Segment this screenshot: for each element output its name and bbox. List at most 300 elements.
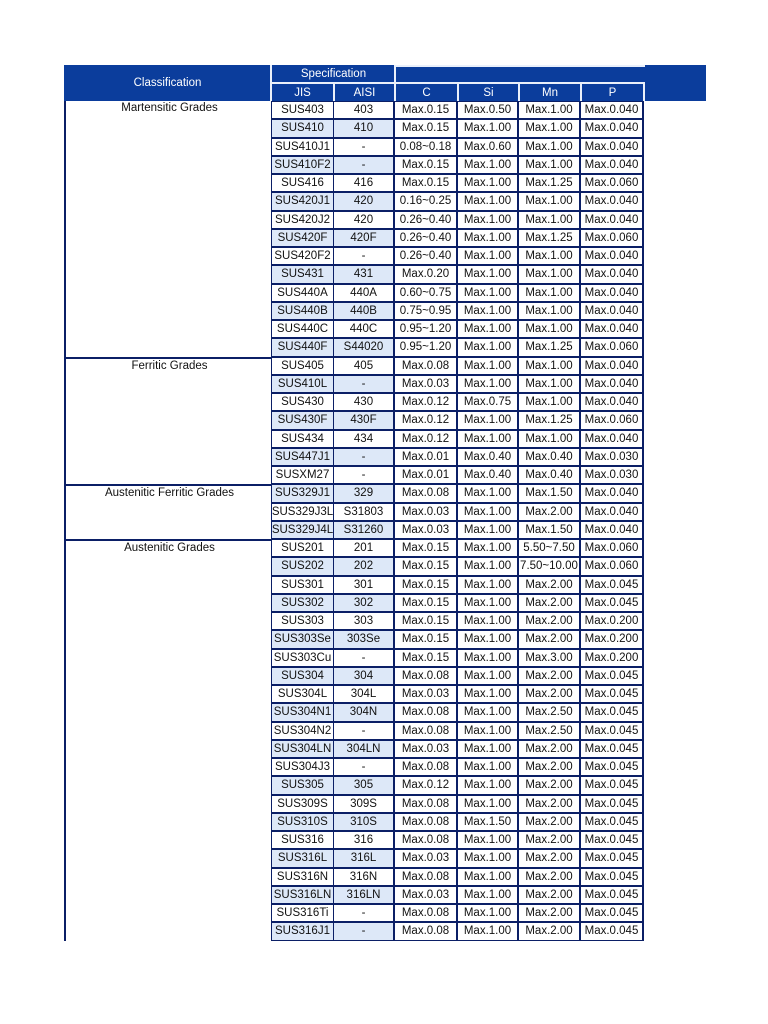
cell-aisi: 305 (334, 777, 393, 793)
cell-silicon: Max.1.00 (458, 431, 517, 447)
cell-aisi: 301 (334, 577, 393, 593)
cell-phosphorus: Max.0.045 (581, 686, 642, 702)
cell-phosphorus: Max.0.040 (581, 303, 642, 319)
cell-silicon: Max.0.60 (458, 139, 517, 155)
cell-silicon: Max.1.00 (458, 248, 517, 264)
classification-header: Classification (133, 77, 202, 89)
cell-phosphorus: Max.0.045 (581, 832, 642, 848)
cell-carbon: Max.0.12 (395, 777, 456, 793)
cell-aisi: - (334, 923, 393, 939)
cell-carbon: Max.0.20 (395, 266, 456, 282)
cell-silicon: Max.1.00 (458, 230, 517, 246)
cell-jis: SUS310S (272, 814, 333, 830)
cell-aisi: 416 (334, 175, 393, 191)
cell-jis: SUS304 (272, 668, 333, 684)
cell-aisi: 316LN (334, 887, 393, 903)
cell-phosphorus: Max.0.040 (581, 139, 642, 155)
cell-jis: SUS329J4L (272, 522, 333, 538)
table-row (271, 338, 644, 356)
table-row (271, 521, 644, 539)
cell-jis: SUS410F2 (272, 157, 333, 173)
cell-carbon: 0.26~0.40 (395, 230, 456, 246)
cell-silicon: Max.1.00 (458, 887, 517, 903)
table-row (271, 320, 644, 338)
cell-phosphorus: Max.0.040 (581, 193, 642, 209)
cell-carbon: 0.26~0.40 (395, 248, 456, 264)
cell-manganese: Max.2.00 (519, 869, 579, 885)
cell-phosphorus: Max.0.040 (581, 376, 642, 392)
cell-jis: SUS303 (272, 613, 333, 629)
table-row (271, 375, 644, 393)
cell-phosphorus: Max.0.060 (581, 339, 642, 355)
cell-carbon: 0.08~0.18 (395, 139, 456, 155)
cell-manganese: Max.2.50 (519, 723, 579, 739)
table-row (271, 557, 644, 575)
table-row (271, 831, 644, 849)
cell-silicon: Max.1.00 (458, 723, 517, 739)
cell-silicon: Max.1.00 (458, 120, 517, 136)
cell-manganese: Max.1.25 (519, 412, 579, 428)
cell-silicon: Max.1.00 (458, 650, 517, 666)
cell-manganese: Max.1.00 (519, 193, 579, 209)
cell-phosphorus: Max.0.060 (581, 412, 642, 428)
table-row (271, 703, 644, 721)
cell-carbon: Max.0.03 (395, 504, 456, 520)
cell-silicon: Max.1.00 (458, 631, 517, 647)
cell-silicon: Max.1.00 (458, 923, 517, 939)
cell-carbon: Max.0.15 (395, 631, 456, 647)
cell-silicon: Max.1.00 (458, 577, 517, 593)
cell-jis: SUS301 (272, 577, 333, 593)
cell-silicon: Max.0.40 (458, 467, 517, 483)
table-row (271, 612, 644, 630)
cell-silicon: Max.1.00 (458, 339, 517, 355)
cell-phosphorus: Max.0.040 (581, 321, 642, 337)
cell-silicon: Max.1.00 (458, 358, 517, 374)
cell-manganese: Max.2.00 (519, 595, 579, 611)
cell-carbon: Max.0.15 (395, 120, 456, 136)
cell-manganese: Max.2.00 (519, 923, 579, 939)
cell-jis: SUS447J1 (272, 449, 333, 465)
cell-carbon: Max.0.01 (395, 467, 456, 483)
col-header-aisi: AISI (353, 86, 376, 99)
cell-silicon: Max.1.00 (458, 412, 517, 428)
col-header-jis: JIS (294, 86, 311, 99)
cell-aisi: S44020 (334, 339, 393, 355)
cell-phosphorus: Max.0.045 (581, 869, 642, 885)
table-row (271, 393, 644, 411)
cell-silicon: Max.1.00 (458, 668, 517, 684)
cell-silicon: Max.1.00 (458, 321, 517, 337)
cell-phosphorus: Max.0.040 (581, 358, 642, 374)
table-row (271, 630, 644, 648)
cell-manganese: Max.1.00 (519, 321, 579, 337)
cell-phosphorus: Max.0.040 (581, 285, 642, 301)
cell-jis: SUS316J1 (272, 923, 333, 939)
cell-phosphorus: Max.0.040 (581, 248, 642, 264)
cell-phosphorus: Max.0.040 (581, 485, 642, 501)
table-row (271, 265, 644, 283)
cell-phosphorus: Max.0.040 (581, 522, 642, 538)
cell-carbon: Max.0.03 (395, 850, 456, 866)
cell-jis: SUS440F (272, 339, 333, 355)
cell-jis: SUS304LN (272, 741, 333, 757)
cell-carbon: Max.0.15 (395, 577, 456, 593)
cell-silicon: Max.1.00 (458, 869, 517, 885)
table-row (271, 229, 644, 247)
cell-aisi: 420F (334, 230, 393, 246)
table-row (271, 722, 644, 740)
cell-carbon: Max.0.08 (395, 704, 456, 720)
cell-carbon: 0.60~0.75 (395, 285, 456, 301)
cell-carbon: Max.0.15 (395, 540, 456, 556)
cell-aisi: 440A (334, 285, 393, 301)
cell-jis: SUSXM27 (272, 467, 333, 483)
cell-jis: SUS304J3 (272, 759, 333, 775)
table-row (271, 192, 644, 210)
table-row (271, 174, 644, 192)
cell-carbon: Max.0.03 (395, 686, 456, 702)
cell-aisi: - (334, 157, 393, 173)
cell-phosphorus: Max.0.060 (581, 558, 642, 574)
cell-carbon: 0.95~1.20 (395, 321, 456, 337)
col-header-p: P (608, 86, 617, 99)
cell-manganese: 7.50~10.00 (519, 558, 579, 574)
cell-phosphorus: Max.0.045 (581, 850, 642, 866)
cell-silicon: Max.1.00 (458, 485, 517, 501)
table-row (271, 849, 644, 867)
cell-jis: SUS420J1 (272, 193, 333, 209)
cell-aisi: 430 (334, 394, 393, 410)
cell-manganese: Max.1.00 (519, 266, 579, 282)
cell-jis: SUS201 (272, 540, 333, 556)
cell-jis: SUS316N (272, 869, 333, 885)
cell-manganese: Max.2.00 (519, 777, 579, 793)
cell-carbon: Max.0.03 (395, 741, 456, 757)
cell-aisi: - (334, 139, 393, 155)
cell-manganese: Max.2.00 (519, 850, 579, 866)
cell-manganese: Max.1.00 (519, 303, 579, 319)
cell-silicon: Max.1.00 (458, 266, 517, 282)
cell-manganese: Max.2.00 (519, 613, 579, 629)
cell-manganese: 5.50~7.50 (519, 540, 579, 556)
cell-aisi: 316 (334, 832, 393, 848)
cell-carbon: Max.0.08 (395, 905, 456, 921)
table-row (271, 795, 644, 813)
cell-manganese: Max.2.00 (519, 887, 579, 903)
cell-phosphorus: Max.0.040 (581, 102, 642, 118)
table-row (271, 503, 644, 521)
cell-manganese: Max.1.00 (519, 394, 579, 410)
cell-manganese: Max.3.00 (519, 650, 579, 666)
cell-aisi: S31260 (334, 522, 393, 538)
cell-carbon: Max.0.12 (395, 412, 456, 428)
cell-phosphorus: Max.0.045 (581, 577, 642, 593)
cell-silicon: Max.0.50 (458, 102, 517, 118)
table-row (271, 813, 644, 831)
table-row (271, 466, 644, 484)
cell-silicon: Max.1.00 (458, 777, 517, 793)
cell-carbon: 0.95~1.20 (395, 339, 456, 355)
table-row (271, 576, 644, 594)
table-row (271, 119, 644, 137)
cell-carbon: Max.0.15 (395, 650, 456, 666)
cell-jis: SUS440A (272, 285, 333, 301)
cell-silicon: Max.1.00 (458, 558, 517, 574)
cell-silicon: Max.1.00 (458, 686, 517, 702)
cell-aisi: - (334, 905, 393, 921)
cell-aisi: 410 (334, 120, 393, 136)
cell-phosphorus: Max.0.045 (581, 923, 642, 939)
cell-silicon: Max.1.50 (458, 814, 517, 830)
cell-carbon: Max.0.03 (395, 522, 456, 538)
cell-jis: SUS403 (272, 102, 333, 118)
cell-aisi: 302 (334, 595, 393, 611)
cell-manganese: Max.2.00 (519, 905, 579, 921)
cell-phosphorus: Max.0.030 (581, 449, 642, 465)
cell-silicon: Max.1.00 (458, 759, 517, 775)
cell-jis: SUS420J2 (272, 212, 333, 228)
cell-manganese: Max.1.00 (519, 431, 579, 447)
cell-aisi: - (334, 248, 393, 264)
cell-silicon: Max.1.00 (458, 704, 517, 720)
header-divider (643, 84, 645, 101)
cell-jis: SUS309S (272, 796, 333, 812)
cell-silicon: Max.1.00 (458, 540, 517, 556)
cell-aisi: 420 (334, 193, 393, 209)
classification-group-label: Martensitic Grades (121, 102, 218, 114)
table-row (271, 484, 644, 502)
cell-silicon: Max.1.00 (458, 157, 517, 173)
cell-jis: SUS316L (272, 850, 333, 866)
classification-group-label: Austenitic Ferritic Grades (66, 484, 273, 539)
cell-phosphorus: Max.0.040 (581, 212, 642, 228)
table-row (271, 284, 644, 302)
cell-aisi: - (334, 723, 393, 739)
table-row (271, 101, 644, 119)
cell-aisi: 434 (334, 431, 393, 447)
table-row (271, 904, 644, 922)
table-row (271, 411, 644, 429)
cell-aisi: 431 (334, 266, 393, 282)
cell-aisi: 201 (334, 540, 393, 556)
cell-carbon: Max.0.12 (395, 431, 456, 447)
cell-jis: SUS430 (272, 394, 333, 410)
cell-carbon: Max.0.01 (395, 449, 456, 465)
cell-silicon: Max.1.00 (458, 850, 517, 866)
cell-aisi: 310S (334, 814, 393, 830)
table-row (271, 302, 644, 320)
cell-aisi: - (334, 376, 393, 392)
cell-jis: SUS440C (272, 321, 333, 337)
cell-phosphorus: Max.0.060 (581, 230, 642, 246)
cell-phosphorus: Max.0.045 (581, 668, 642, 684)
col-header-c: C (422, 86, 431, 99)
cell-silicon: Max.1.00 (458, 613, 517, 629)
table-row (271, 539, 644, 557)
cell-aisi: 316N (334, 869, 393, 885)
cell-aisi: 304 (334, 668, 393, 684)
cell-aisi: - (334, 467, 393, 483)
cell-manganese: Max.1.00 (519, 120, 579, 136)
cell-manganese: Max.2.00 (519, 631, 579, 647)
cell-manganese: Max.1.25 (519, 339, 579, 355)
col-header-si: Si (483, 86, 494, 99)
cell-jis: SUS316Ti (272, 905, 333, 921)
cell-carbon: Max.0.08 (395, 668, 456, 684)
cell-manganese: Max.1.50 (519, 522, 579, 538)
cell-carbon: Max.0.03 (395, 887, 456, 903)
cell-carbon: Max.0.15 (395, 175, 456, 191)
cell-jis: SUS316 (272, 832, 333, 848)
cell-jis: SUS440B (272, 303, 333, 319)
cell-silicon: Max.1.00 (458, 212, 517, 228)
cell-phosphorus: Max.0.045 (581, 704, 642, 720)
table-row (271, 594, 644, 612)
cell-carbon: Max.0.15 (395, 102, 456, 118)
cell-manganese: Max.1.00 (519, 285, 579, 301)
table-row (271, 922, 644, 940)
cell-jis: SUS305 (272, 777, 333, 793)
cell-carbon: Max.0.12 (395, 394, 456, 410)
cell-jis: SUS416 (272, 175, 333, 191)
cell-silicon: Max.1.00 (458, 193, 517, 209)
table-row (271, 357, 644, 375)
cell-aisi: - (334, 759, 393, 775)
cell-manganese: Max.1.25 (519, 230, 579, 246)
cell-manganese: Max.2.00 (519, 741, 579, 757)
cell-phosphorus: Max.0.040 (581, 120, 642, 136)
cell-manganese: Max.1.00 (519, 102, 579, 118)
cell-phosphorus: Max.0.040 (581, 431, 642, 447)
cell-phosphorus: Max.0.045 (581, 887, 642, 903)
cell-manganese: Max.2.00 (519, 832, 579, 848)
table-row (271, 868, 644, 886)
cell-manganese: Max.1.00 (519, 212, 579, 228)
cell-phosphorus: Max.0.045 (581, 814, 642, 830)
cell-carbon: 0.75~0.95 (395, 303, 456, 319)
cell-phosphorus: Max.0.045 (581, 741, 642, 757)
cell-phosphorus: Max.0.040 (581, 157, 642, 173)
cell-manganese: Max.2.00 (519, 668, 579, 684)
cell-carbon: Max.0.15 (395, 558, 456, 574)
cell-aisi: 316L (334, 850, 393, 866)
cell-jis: SUS202 (272, 558, 333, 574)
cell-phosphorus: Max.0.200 (581, 650, 642, 666)
table-row (271, 448, 644, 466)
cell-jis: SUS405 (272, 358, 333, 374)
table-row (271, 156, 644, 174)
cell-silicon: Max.1.00 (458, 905, 517, 921)
cell-phosphorus: Max.0.200 (581, 631, 642, 647)
cell-silicon: Max.0.40 (458, 449, 517, 465)
cell-jis: SUS420F (272, 230, 333, 246)
cell-aisi: 309S (334, 796, 393, 812)
cell-manganese: Max.2.00 (519, 814, 579, 830)
cell-aisi: S31803 (334, 504, 393, 520)
cell-aisi: 430F (334, 412, 393, 428)
cell-phosphorus: Max.0.200 (581, 613, 642, 629)
header-divider (395, 65, 645, 67)
cell-phosphorus: Max.0.045 (581, 759, 642, 775)
cell-jis: SUS303Se (272, 631, 333, 647)
cell-silicon: Max.1.00 (458, 522, 517, 538)
cell-jis: SUS303Cu (272, 650, 333, 666)
cell-manganese: Max.1.00 (519, 139, 579, 155)
cell-carbon: 0.26~0.40 (395, 212, 456, 228)
cell-silicon: Max.0.75 (458, 394, 517, 410)
cell-carbon: Max.0.08 (395, 832, 456, 848)
table-row (271, 211, 644, 229)
cell-jis: SUS316LN (272, 887, 333, 903)
cell-phosphorus: Max.0.060 (581, 175, 642, 191)
table-row (271, 685, 644, 703)
table-row (271, 740, 644, 758)
table-row (271, 138, 644, 156)
table-row (271, 649, 644, 667)
cell-jis: SUS304N2 (272, 723, 333, 739)
cell-carbon: Max.0.08 (395, 869, 456, 885)
cell-phosphorus: Max.0.030 (581, 467, 642, 483)
cell-carbon: Max.0.08 (395, 814, 456, 830)
table-row (271, 776, 644, 794)
cell-phosphorus: Max.0.060 (581, 540, 642, 556)
cell-manganese: Max.1.50 (519, 485, 579, 501)
cell-phosphorus: Max.0.045 (581, 723, 642, 739)
cell-aisi: 420 (334, 212, 393, 228)
table-row (271, 667, 644, 685)
cell-jis: SUS430F (272, 412, 333, 428)
cell-silicon: Max.1.00 (458, 796, 517, 812)
cell-carbon: Max.0.03 (395, 376, 456, 392)
cell-carbon: Max.0.08 (395, 723, 456, 739)
cell-carbon: Max.0.15 (395, 595, 456, 611)
cell-jis: SUS302 (272, 595, 333, 611)
cell-jis: SUS410J1 (272, 139, 333, 155)
cell-phosphorus: Max.0.045 (581, 595, 642, 611)
cell-aisi: 304L (334, 686, 393, 702)
spec-table (271, 101, 644, 941)
cell-manganese: Max.0.40 (519, 467, 579, 483)
cell-carbon: Max.0.08 (395, 923, 456, 939)
cell-jis: SUS329J3L (272, 504, 333, 520)
table-row (271, 430, 644, 448)
classification-column (64, 101, 271, 941)
cell-silicon: Max.1.00 (458, 504, 517, 520)
cell-manganese: Max.1.00 (519, 248, 579, 264)
specification-header: Specification (300, 67, 367, 80)
cell-phosphorus: Max.0.045 (581, 905, 642, 921)
table-row (271, 758, 644, 776)
cell-carbon: Max.0.15 (395, 613, 456, 629)
cell-jis: SUS329J1 (272, 485, 333, 501)
cell-manganese: Max.2.00 (519, 504, 579, 520)
cell-carbon: Max.0.08 (395, 358, 456, 374)
cell-manganese: Max.2.00 (519, 686, 579, 702)
cell-jis: SUS431 (272, 266, 333, 282)
cell-carbon: Max.0.08 (395, 796, 456, 812)
col-header-mn: Mn (542, 86, 558, 99)
cell-aisi: 329 (334, 485, 393, 501)
cell-jis: SUS304N1 (272, 704, 333, 720)
cell-jis: SUS410 (272, 120, 333, 136)
cell-manganese: Max.2.00 (519, 796, 579, 812)
cell-phosphorus: Max.0.045 (581, 796, 642, 812)
cell-manganese: Max.2.50 (519, 704, 579, 720)
cell-jis: SUS304L (272, 686, 333, 702)
cell-silicon: Max.1.00 (458, 285, 517, 301)
cell-silicon: Max.1.00 (458, 595, 517, 611)
